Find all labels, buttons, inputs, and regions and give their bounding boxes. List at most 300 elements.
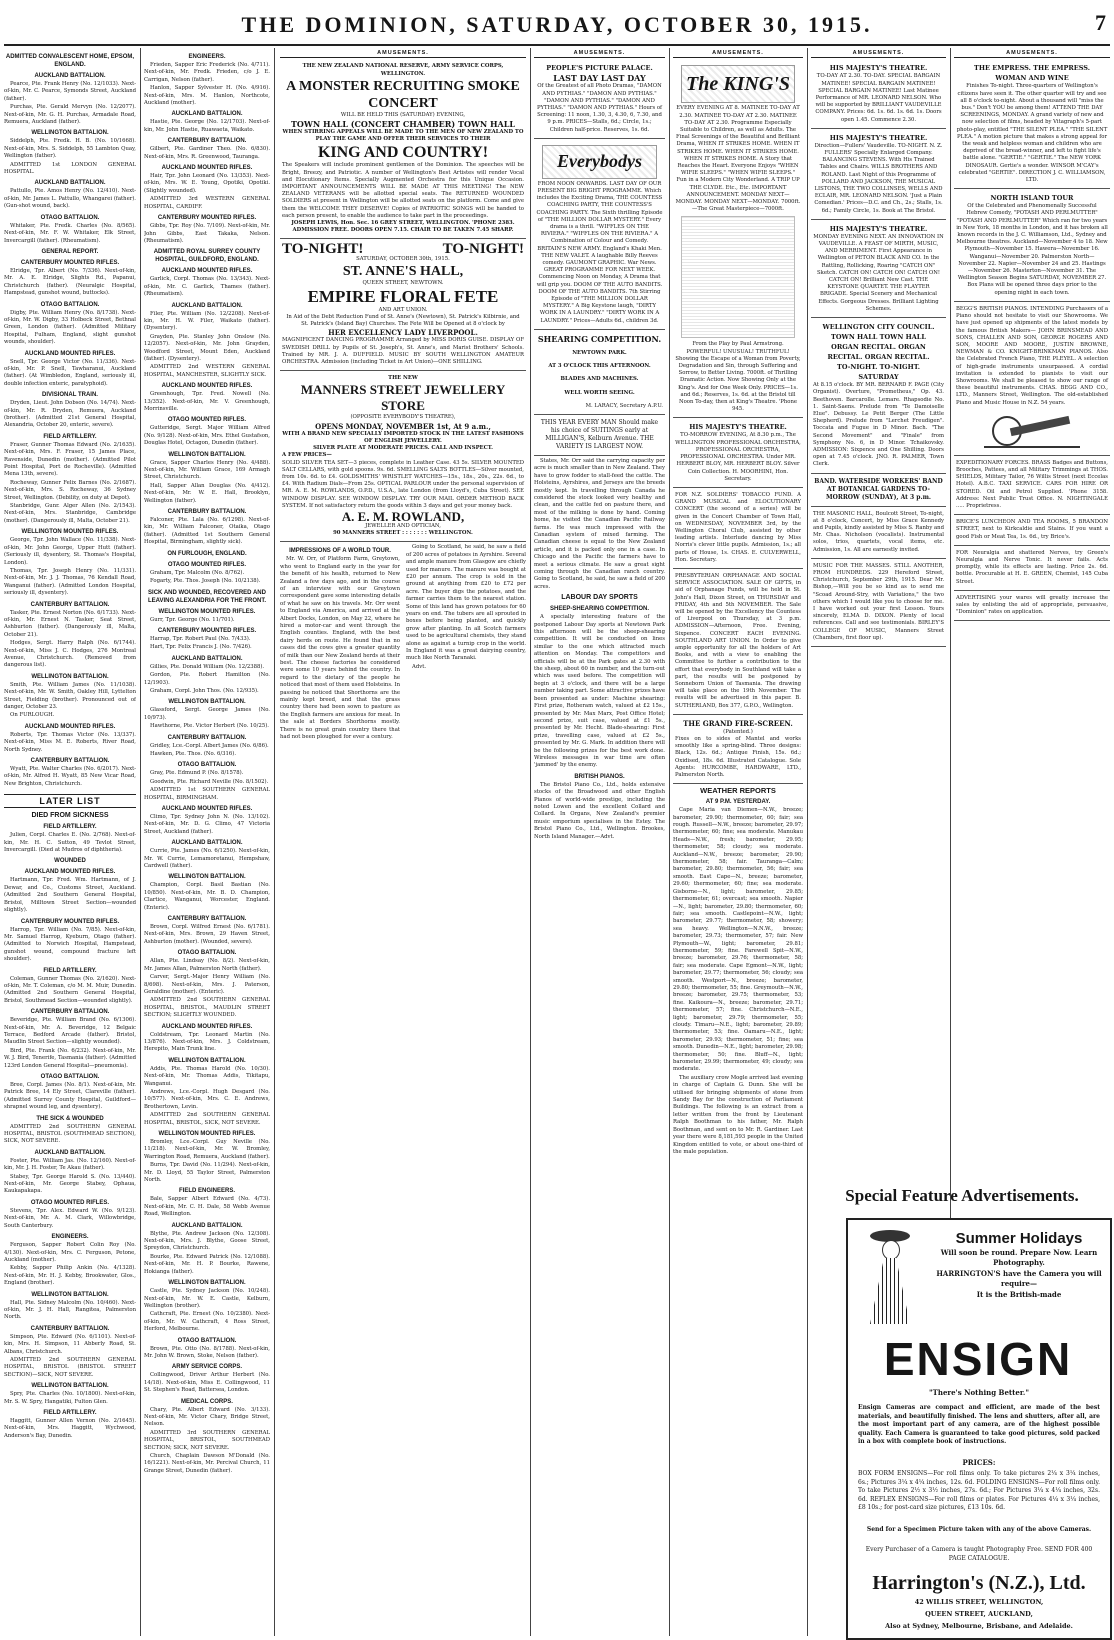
milligans-ad xyxy=(534,417,665,456)
casualty-entry: Andrews, Lce.-Corpl. Hugh Desgard (No. 10/577). Next-of-kin, Mrs. C. E. Andrews, Brothertown, Levin. xyxy=(144,1088,270,1110)
unit-heading: AUCKLAND BATTALION. xyxy=(34,180,106,187)
unit-heading: FIELD ARTILLERY. xyxy=(43,824,97,831)
ad-body: MAGNIFICENT DANCING PROGRAMME Arranged by MISS DORIS GUISE. DISPLAY OF SWEDISH DRILL by Pupils of St. Joseph's, St. Anne's, and Marist Brothers' Schools. Trained by MR. J. A. DUFFIELD. MUSIC BY SOUTH WELLINGTON AMATEUR ORCHESTRA. Admission (including Ticket in Art Union)—ONE SHILLING. xyxy=(282,337,524,366)
ad-title: HIS MAJESTY'S THEATRE. xyxy=(829,224,928,233)
casualty-entry: Carver, Sergt.-Major Henry William (No. 8/698). Next-of-kin, Mrs. J. Paterson, Geraldine (mother). (Enteric). xyxy=(144,974,270,995)
unit-heading: OTAGO MOUNTED RIFLES. xyxy=(167,561,247,568)
ad-body: From the Play by Paul Armstrong. POWERFUL! UNUSUAL! TRUTHFUL! Showing the Escape of a Woman from Poverty, Degradation and Sin, through Suffering and Sorrow, to Better Living. 7000ft. of Thrilling Dramatic Action. Now Showing Only at the King's. And for One Week Only. PRICES—1s. and 6d.; Reserves, 1s. 6d. at the Bristol till Noon To-day, then at King's Theatre. 'Phone 945. xyxy=(675,341,801,413)
unit-heading: FIELD ENGINEERS. xyxy=(178,1188,235,1195)
unit-heading: AUCKLAND MOUNTED RIFLES. xyxy=(161,383,253,390)
casualty-column-1 xyxy=(4,50,136,1636)
column-rule xyxy=(669,48,670,1636)
casualty-entry: Roberts, Tpr. Thomas Victor (No. 13/337). Next-of-kin, Miss M. E. Roberts, River Road, North Sydney. xyxy=(4,731,136,753)
unit-heading: WELLINGTON BATTALION. xyxy=(31,1291,109,1298)
ad-body: EVERY EVENING AT 8. MATINEE TO-DAY AT 2.30. MATINEE TO-DAY AT 2.30. MATINEE TO-DAY AT 2.30. Programme Especially Suitable to Children, as well as Adults. The Final Screenings of the Beautiful and Brilliant Drama, WHEN IT STRIKES HOME. WHEN IT STRIKES HOME. WHEN IT STRIKES HOME. WHEN IT STRIKES HOME. A Story that Reaches the Heart. Everyone Enjoys "WHEN WIFIE SLEEPS." "WHEN WIFIE SLEEPS." Fun in a Modern City Wonderland. A TRIP UP THE CLYDE. Etc., Etc. IMPORTANT ANNOUNCEMENT. MONDAY NEXT—MONDAY. MONDAY NEXT—MONDAY. 7000ft.—The Great Masterpiece—7000ft. xyxy=(675,105,801,213)
casualty-entry: Graham, Corpl. John Thos. (No. 12/935). xyxy=(150,687,259,694)
farmer-article xyxy=(280,544,526,742)
casualty-entry: Addis, Pte. Thomas Harold (No. 10/30). Next-of-kin, Mr. Thomas Addis, Tikitapu, Wanganui. xyxy=(144,1065,270,1087)
casualty-entry: Rocheway, Gunner Felix Barnes (No. 2/1687). Next-of-kin, Mrs. S. Rocheway, 36 Sydney Street, Wellington. (Debility, on duty at Depot). xyxy=(4,479,136,501)
ad-body: Of the Celebrated and Phenomenally Successful Hebrew Comedy, "POTASH AND PERLMUTTER" "POTASH AND PERLMUTTER" Which ran for two years in New York, 18 months in London, and it has broken all known records in the J. C. Williamson, Ltd., Sydney and Melbourne theatres. Auckland—November 4 to 18. New Plymouth—November 15. Hawera—November 16. Wanganui—November 20. Palmerston North—November 22. Napier—November 24 and 25. Hastings—November 26. Masterton—November 31. The Wellington Season Begins SATURDAY, NOVEMBER 27. Box Plans will be opened three days prior to the opening night in each town. xyxy=(956,203,1108,296)
unit-heading: AUCKLAND MOUNTED RIFLES. xyxy=(161,165,253,172)
shearing-competition-ad xyxy=(534,332,665,415)
casualty-entry: Pattullo, Pte. Amos Henry (No. 12/410). Next-of-kin, Mr. James L. Pattullo, Whangarei (father). (Gun-shot wound, back). xyxy=(4,188,136,210)
article-body: Going to Scotland, he said, he saw a field of 200 acres of potatoes in Ayrshire. Several and ample manure from Glasgow are chiefly used for manure. The manure was bought at £20 per annum. The crop is sold in the ground at anything from £20 to £72 per acre. The buyer digs the potatoes, and the farmer carries them to the nearest station. Some of this land has grown potatoes for 60 years on end. The tubers are all sprouted in boxes before being planted, and quickly grow after planting. In all Scotch farmers used to be agricultural chemists, they stand alone as against a turnip crop in the world. In England it was a great dairying country, much like North Taranaki. xyxy=(406,544,526,662)
casualty-entry: Smith, Pte. William James (No. 11/1038). Next-of-kin, Mr. W. Smith, Oakley Hill, Lyttelton Street, Fielding (brother). Pronounced out of danger, October 23. xyxy=(4,681,136,710)
waterside-band-ad xyxy=(811,476,946,507)
casualty-entry: Chary, Pte. Albert Edward (No. 3/133). Next-of-kin, Mr. Victor Chary, Bridge Street, Nelson. xyxy=(144,1406,270,1428)
sheep-shearing-heading: SHEEP-SHEARING COMPETITION. xyxy=(549,606,649,613)
article-left xyxy=(280,544,400,742)
prices-body: BOX FORM ENSIGNS—For roll films only. To take pictures 2¼ x 3¼ inches, 6s.; Pictures 3¼ x 4¼ inches, 12s. 6d. FOLDING ENSIGNS—For roll films only. To take Pictures 2½ x 3½ inches, 27s. 6d.; For Pictures 3¼ x 4¼ inches, 32s. 6d. REFLEX ENSIGNS—For roll films or plates. For Pictures 4¼ x 3¼ inches, £8 10s.; for post-card size pictures, £13 10s. 6d. xyxy=(858,1470,1100,1512)
ad-title: A MONSTER RECRUITING SMOKE CONCERT xyxy=(286,78,520,111)
ad-line: WILL BE HELD THIS (SATURDAY) EVENING, xyxy=(340,111,466,118)
unit-heading: AUCKLAND BATTALION. xyxy=(171,840,243,847)
casualty-entry: George, Tpr. John Wallace (No. 11/338). Next-of-kin, Mr. John George, Upper Hutt (father). (Seriously ill, dysentery, St. Thomas's Hospital, London). xyxy=(4,537,136,566)
everybodys-logo: Everybodys xyxy=(542,145,657,179)
unit-heading: OTAGO MOUNTED RIFLES. xyxy=(30,1199,110,1206)
kings-theatre-ad xyxy=(673,61,803,418)
casualty-entry: Simpson, Pte. Edward (No. 6/1101). Next-of-kin, Mrs. H. Simpson, 11 Abberly Road, St. Albans, Christchurch. xyxy=(4,1333,136,1355)
ad-body: SOLID SILVER TEA SET—3 pieces, complete in Leather Case. 43 5s. SILVER MOUNTED SALT CELLARS, with gold spoons. 9s. 6d. SMELLING SALTS BOTTLES—Silver mounted, from 10s. 6d. to £4. GOLDSMITHS' WRISTLET WATCHES—15s., 18s., 20s., 22s. 6d., to £4. With Radium Dials—From 25s. OPTICAL PARLOUR under the personal supervision of MR. A. E. M. ROWLANDS, O.P.D., U.S.A., late London (from Lloyd's, Cuba Street). SEE WINDOW DISPLAY. SEE WINDOW DISPLAY. TRY OUR MAIL ORDER METHOD BACK SYSTEM. If not satisfactory return the goods within 3 days and get your money back. xyxy=(282,459,524,509)
casualty-entry: ADMITTED 1st SOUTHERN GENERAL HOSPITAL, BIRMINGHAM. xyxy=(144,787,270,801)
ad-body: MONDAY EVENING NEXT. AN INNOVATION IN VAUDEVILLE. A FEAST OF MIRTH, MUSIC, AND MERRIMENT. First Appearance in Wellington of PETON BLACK AND CO. In the Rattling, Rollicking, Roaring "CATCH ON" Sketch. CATCH ON! CATCH ON! CATCH ON! CATCH ON! Brilliant New Cast. THE KEYSTONE QUARTET. THE FLAYTER BRIGADE. Special Scenery and Mechanical Effects. Gorgeous Dresses. Brilliant Lighting Schemes. xyxy=(813,233,944,312)
unit-heading: WELLINGTON BATTALION. xyxy=(168,699,246,706)
his-majestys-orchestra-ad xyxy=(673,420,803,487)
later-list-heading: LATER LIST xyxy=(4,794,136,808)
smoke-concert-ad xyxy=(280,61,526,239)
casualty-entry: Burns, Tpr. David (No. 11/294). Next-of-kin, Mr. D. Lloyd, 55 Taylor Street, Palmerston North. xyxy=(144,1162,270,1184)
casualty-entry: ADMITTED 3rd SOUTHERN GENERAL HOSPITAL, BRISTOL, SOUTHMEAD SECTION; SICK, NOT SEVERE. xyxy=(144,1429,270,1451)
casualty-entry: Climo, Tpr. Sydney John N. (No. 13/102). Next-of-kin, Mr. D. G. Climo, 47 Victoria Street, Auckland (father). xyxy=(144,814,270,835)
unit-heading: CANTERBURY BATTALION. xyxy=(167,138,247,145)
ad-line: A FEW PRICES— xyxy=(282,452,332,459)
ad-title: SHEARING COMPETITION. xyxy=(537,333,662,344)
ad-line: It is the British-made xyxy=(976,1290,1062,1299)
beggs-pianos-ad xyxy=(954,304,1110,456)
ad-body: At 8.15 o'clock. BY MR. BERNARD F. PAGE (City Organist). Overture, "Prometheus," Op. 43. Beethoven. Barcarolle. Lemare. Rhapsodie No. 1. Saint-Saens. Prelude from "Te Damoiselle Elue". Debussy. Le Petit Berger (The Little Shepherd). Prelude from "Lerchet Freudigen". Toccata and Fugue in D Minor. Bach. "The Second Movement" and "Finale" from Symphony No. 6, in D Minor. Tchaikovsky. ADMISSION: Sixpence and One Shilling. Doors open at 7.45 o'clock. JNO. R. PALMER, Town Clerk. xyxy=(813,382,944,468)
ad-venue: TOWN HALL TOWN HALL xyxy=(831,333,926,342)
unit-heading: WELLINGTON MOUNTED RIFLES. xyxy=(158,608,256,615)
casualty-entry: ADMITTED 2nd SOUTHERN GENERAL HOSPITAL, BRISTOL, SICK, NOT SEVERE. xyxy=(144,1112,270,1126)
unit-heading: CANTERBURY BATTALION. xyxy=(167,734,247,741)
ad-slogan: KING AND COUNTRY! xyxy=(317,144,489,162)
ad-title: PEOPLE'S PICTURE PALACE. xyxy=(546,64,653,73)
labour-day-body: A specially interesting feature of the postponed Labour Day sports at Newtown Park this afternoon will be the sheep-shearing competition. It will be conducted on lines similar to the one which attracted much attention on Monday. The competitors and officials will be at the Park gates at 2.30 with the sheep, about 60 in number, and the turn-out which was used before. The competition will begin at 3 o'clock, and there will be a large number taking part. Some attractive prizes have been presented as under: Machine shearing: First prize, Rotheram watch, valued at £2 15s., presented by Mr. Max Marx, Post Office Hotel; second prize, suit case, valued at £1 5s., presented by Mr. Hecht. Blade-shearing: First prize, travelling case, valued at £2 5s., presented by Mr. G. Mark. In addition there will be the following prizes for the best work done. Wireless messages in war time are often 'jammed' by the enemy. xyxy=(534,614,665,769)
casualty-entry: Greenhough, Tpr. Fred. Nowell (No. 13/352). Next-of-kin, Mr. V. Greenhough, Morrinsville. xyxy=(144,391,270,412)
ad-line: WOMAN AND WINE xyxy=(995,74,1069,83)
casualty-entry: Hawthorne, Pte. Victor Herbert (No. 10/25). xyxy=(150,723,269,730)
casualty-entry: Currie, Pte. James (No. 6/1250). Next-of-kin, Mr. W. Currie, Lemamoretanui, Hempshaw, Cardwell (father). xyxy=(144,848,270,870)
casualty-entry: Coleman, Gunner Thomas (No. 2/1620). Next-of-kin, Mr. T. Coleman, c/o M. M. Muir, Dunedin. (Admitted 2nd Southern General Hospital, Bristol, Southmead Section—wounded slightly). xyxy=(4,975,136,1004)
casualty-entry: Hall, Pte. Sidney Malcolm (No. 10/460). Next-of-kin, Mr. J. H. Hall, Rangitea, Palmerston North. xyxy=(4,1299,136,1321)
casualty-entry: Hodges, Sergt. Harry Ralph (No. 6/1744). Next-of-kin, Miss J. C. Hodges, 276 Montreal Avenue, Christchurch. (Removed from dangerous list). xyxy=(4,640,136,669)
ad-title: EMPIRE FLORAL FETE xyxy=(307,286,499,306)
casualty-entry: Frieden, Sapper Eric Frederick (No. 4/711). Next-of-kin, Mr. Fredk. Frieden, c/o J. E. Carrigan, Nelson (father). xyxy=(144,62,270,83)
casualty-entry: Gordon, Pte. Robert Hamilton (No. 12/1903). xyxy=(144,672,270,686)
organ-recital-ad xyxy=(811,320,946,473)
ad-line: SATURDAY xyxy=(858,373,899,382)
casualty-entry: ADMITTED 2nd WESTERN GENERAL HOSPITAL, MANCHESTER, SLIGHTLY SICK. xyxy=(144,364,270,378)
weather-subheading: AT 9 P.M. YESTERDAY. xyxy=(705,799,771,806)
amusements-column-6 xyxy=(811,50,946,1214)
address-line: QUEEN STREET, AUCKLAND, xyxy=(925,1610,1033,1618)
unit-heading: AUCKLAND BATTALION. xyxy=(171,655,243,662)
unit-heading: FIELD ARTILLERY. xyxy=(43,1410,97,1416)
unit-heading: WELLINGTON MOUNTED RIFLES. xyxy=(21,529,119,536)
ad-line: ORGAN RECITAL. ORGAN RECITAL. ORGAN RECITAL. xyxy=(827,343,930,362)
unit-heading: AUCKLAND BATTALION. xyxy=(34,1149,106,1156)
unit-heading: OTAGO BATTALION. xyxy=(177,1337,237,1344)
amusements-tag: AMUSEMENTS. xyxy=(811,50,946,58)
unit-heading: FIELD ARTILLERY. xyxy=(43,433,97,440)
ad-heading: THE NEW xyxy=(388,375,418,382)
article-continued: States, Mr. Orr said the carrying capacity per acre is much smaller than in New Zealand. They have to grow fodder to stall-feed the cattle. The Holsteins, Ayrshires, and Jerseys are the breeds mostly kept. In travelling through Canada he considered the stock looked very healthy and clean, and the cattle fed on pasture there, and most of the milking is done by hand. Coming home, he visited the Canadian Pacific Railway farms. He was much impressed with the Canadian system of mixed farming. The Canadian cheese is equal to the New Zealand article, and it is packed only one in a case. In Chicago and the Pacific the farmers have to meet a serious climate. He saw a great sight coming through the Canadian ranch country. Going to Scotland, he said, he saw a field of 200 acres. xyxy=(534,457,665,590)
unit-heading: AUCKLAND BATTALION. xyxy=(171,302,243,309)
casualty-entry: Gillies, Pte. Donald William (No. 12/2388). xyxy=(150,663,265,670)
kings-logo: The KING'S xyxy=(681,65,795,103)
unit-heading: ON FURLOUGH, ENGLAND. xyxy=(167,550,247,557)
labour-day-heading: LABOUR DAY SPORTS xyxy=(561,594,638,602)
casualty-entry: Hanlon, Sapper Sylvester H. (No. 4/916). Next-of-kin, Mrs. M. Hanlon, Northcote, Auckland (mother). xyxy=(144,85,270,107)
amusements-tag: AMUSEMENTS. xyxy=(954,50,1110,58)
casualty-entry: Graham, Tpr. Malcolm (No. 8/762). xyxy=(150,569,245,576)
unit-heading: CANTERBURY MOUNTED RIFLES. xyxy=(20,259,120,266)
harringtons-name: Harrington's (N.Z.), Ltd. xyxy=(872,1572,1086,1594)
ad-admission: ADMISSION FREE. DOORS OPEN 7.15. CHAIR TO BE TAKEN 7.45 SHARP. xyxy=(292,227,514,234)
casualty-entry: Bird, Pte. Frank (No. 6/232). Next-of-kin, Mr. W. J. Bird, Tenerife, Tasmania (father). (Admitted 123rd London General Hospital—pneumonia). xyxy=(4,1047,136,1069)
casualty-entry: Hawken, Pte. Thos. (No. 6/316). xyxy=(150,750,237,757)
address-line: 42 WILLIS STREET, WELLINGTON, xyxy=(914,1598,1044,1606)
everybodys-theatre-ad xyxy=(534,141,665,330)
casualty-entry: Kebby, Sapper Philip Ankin (No. 4/1328). Next-of-kin, Mr. H. J. Kebby, Brookwater, Glos., England (brother). xyxy=(4,1265,136,1287)
ad-title: MANNERS STREET JEWELLERY STORE xyxy=(300,382,506,414)
catalogue-line: Every Purchaser of a Camera is taught Photography Free. SEND FOR 400 PAGE CATALOGUE. xyxy=(865,1546,1093,1562)
column-rule xyxy=(140,48,141,1636)
unit-heading: ADMITTED CONVALESCENT HOME, EPSOM, ENGLAND. xyxy=(5,54,135,68)
casualty-entry: Siddelph, Pte. Fredk. H. B. (No. 10/1668). Next-of-kin, Mrs. S. Siddelph, 55 Lambton Quay, Wellington (father). xyxy=(4,138,136,160)
ad-heading: THE NEW ZEALAND NATIONAL RESERVE, ARMY SERVICE CORPS, WELLINGTON. xyxy=(302,63,504,77)
casualty-entry: Hart, Tpr. Felix Francis J. (No. 7/426). xyxy=(150,644,252,651)
ad-title: THE GRAND FIRE-SCREEN. xyxy=(683,718,793,728)
casualty-entry: ADMITTED 2nd SOUTHERN GENERAL HOSPITAL, BRISTOL (SOUTHMEAD SECTION), SICK, NOT SEVERE. xyxy=(4,1123,136,1145)
casualty-entry: Elridge, Tpr. Albert (No. 7/336). Next-of-kin, Mr. A. E. Elridge, Slights Rd., Papanui, Christchurch (father). (Neuralgic Hospital, Hampstead, gunshot wound, buttocks). xyxy=(4,267,136,297)
ad-name: A. E. M. ROWLAND, xyxy=(341,508,465,524)
prices-heading: PRICES: xyxy=(962,1458,996,1467)
casualty-entry: Snell, Tpr. George Victor (No. 11/336). Next-of-kin, Mr. P. Snell, Tawharanui, Auckland (father). (At Wimbledon, England, seriously ill, double infection enteric, paratyphoid). xyxy=(4,358,136,387)
casualty-entry: ADMITTED 2nd SOUTHERN GENERAL HOSPITAL, BRISTOL, MAUDLIN STREET SECTION; SLIGHTLY WOUNDED. xyxy=(144,997,270,1019)
masonic-hall-ad xyxy=(811,509,946,559)
unit-heading: CANTERBURY BATTALION. xyxy=(30,1009,110,1016)
unit-heading: WELLINGTON BATTALION. xyxy=(168,451,246,458)
ad-body: FOR Neuralgia and shattered Nerves, try Green's Neuralgia and Nerve Tonic. It never fails. Acts promptly, while its effects are lasting. Price 2s. 6d. bottle. Procurable at H. E. GREEN, Chemist, 145 Cuba Street. xyxy=(956,549,1108,585)
ad-body: BAND. WATERSIDE WORKERS' BAND AT BOTANICAL GARDENS TO-MORROW (SUNDAY), At 3 p.m. xyxy=(814,477,943,501)
empress-theatre-ad xyxy=(954,61,1110,189)
casualty-entry: Digby, Pte. William Henry (No. 8/1738). Next-of-kin, Mr. W. Digby, 33 Holbeck Street, Bethnal Green, London (father). (Admitted Military Hospital, Fulham, England, slight gunshot wounds, shoulder). xyxy=(4,309,136,346)
casualty-entry: Gray, Pte. Edmund P. (No. 8/1578). xyxy=(150,770,244,777)
unit-heading: WOUNDED xyxy=(54,858,86,865)
unit-heading: CANTERBURY MOUNTED RIFLES. xyxy=(20,918,120,925)
unit-heading: AUCKLAND MOUNTED RIFLES. xyxy=(24,350,116,357)
casualty-entry: Gilbert, Pte. Gardiner Theo. (No. 6/830). Next-of-kin, Mrs. R. Greenwood, Tauranga. xyxy=(144,146,270,160)
casualty-entry: Wyatt, Pte. Walter Charles (No. 6/2017). Next-of-kin, Mr. Alfred H. Wyatt, 85 New Vicar Road, New Brighton, Christchurch. xyxy=(4,766,136,787)
amusements-tag: AMUSEMENTS. xyxy=(673,50,803,58)
ad-body: BEGG'S BRITISH PIANOS. INTENDING Purchasers of a Piano should not hesitate to visit our Showrooms. We have just opened up shipments of the latest models by the famous British Makers— JOHN BRINSMEAD AND SONS, CHALLEN AND SON, GEORGE ROGERS AND SON, MOORE AND MOORE, JUSTIN BROWNE, NEWMAN & CO. KNIGHT-BRINKMAN PIANOS. Also the Celebrated French Piano, THE PLEYEL. A selection of high-grade instruments unsurpassed. A cordial invitation is extended to pianists to visit our Showrooms. We shall be pleased to show our range of these beautiful instruments. CHAS. BEGG AND CO., LTD., Manners Street, Wellington. The old-established Piano and Music House in N.Z. 54 years. xyxy=(956,305,1108,406)
casualty-entry: Grace, Sapper Charles Henry (No. 4/488). Next-of-kin, Mr. William Grace, 169 Armagh Street, Christchurch. xyxy=(144,459,270,481)
unit-heading: WELLINGTON BATTALION. xyxy=(31,673,109,680)
ad-line: SILVER PLATE AT MODERATE PRICES. CALL AND INSPECT. xyxy=(313,445,493,452)
casualty-entry: Purchas, Pte. Gerald Mervyn (No. 12/2077). Next-of-kin, Mr. G. H. Purchas, Armadale Road, Remuera, Auckland (father). xyxy=(4,104,136,126)
article-right xyxy=(406,544,526,742)
ad-signature: JOSEPH LEWIS, Hon. Sec. 16 GREY STREET, WELLINGTON. 'PHONE 2383. xyxy=(291,220,515,227)
special-feature-heading: Special Feature Advertisements. xyxy=(845,1186,1079,1205)
ad-body: EXPEDITIONARY FORCES. BRASS Badges and Buttons, Brooches, Pattees, and all Military Trimmings at THOS. SHIELDS, Military Tailor, 76 Willis Street (next Eccelas Hotel). A.B.C. TAXI SERVICE. CARS FOR HIRE OR STORED. Oil and Petrol Supplied. 'Phone 3158. Address: Next Public Trust Office. N. NIGHTINGALE ..... Proprietress. xyxy=(956,459,1108,509)
ad-header-row xyxy=(282,243,524,256)
kings-illustration xyxy=(681,216,795,338)
newspaper-title: THE DOMINION, SATURDAY, OCTOBER 30, 1915. xyxy=(241,12,873,37)
ad-line: WITH A BRAND NEW SPECIALLY IMPORTED STOCK IN THE LATEST FASHIONS OF ENGLISH JEWELLERY. xyxy=(282,430,524,444)
casualty-entry: Gibbs, Tpr. Roy (No. 7/109). Next-of-kin, Mr. John Gibbs, East Takaka, Nelson. (Rheumatism). xyxy=(144,223,270,244)
ad-body: TO-DAY AT 2.30. TO-DAY. SPECIAL BARGAIN MATINEE! SPECIAL BARGAIN MATINEE! SPECIAL BARGAIN MATINEE! Last Matinee Performance of MR. LEONARD NELSON. Who will be supported by BRILLIANT VAUDEVILLE COMPANY. Prices: 6d. 1s. 6d. 1s. 6d. 1s. Doors open 1.45. Commence 2.30. xyxy=(815,73,942,123)
casualty-entry: Grayden, Pte. Stanley John Onslow (No. 12/2057). Next-of-kin, Mr. John Grayden, Woodford Street, Mount Eden, Auckland (father). (Dysentery). xyxy=(144,333,270,362)
casualty-entry: Hartmann, Tpr. Fred. Wm. Hartmann, of J. Dewar, and Co., Customs Street, Auckland. (Admitted 2nd Southern General Hospital, Bristol, Milltown Street Section—wounded slightly). xyxy=(4,877,136,914)
ad-title: HIS MAJESTY'S THEATRE. xyxy=(689,423,787,432)
ad-body: THE MASONIC HALL, Boulcott Street, To-night, at 8 o'clock, Concert, by Miss Grace Kennedy and Pupils, kindly assisted by Miss S. Ranby and Mr. Chas. Nicholson (vocalists). Instrumental solos, trios, quartets, vocal items, etc. Admission, 1s. All are earnestly invited. xyxy=(813,510,944,553)
ad-body: In Aid of the Debt Reduction Fund of St. Anne's (Newtown), St. Patrick's Kilbirnie, and St. Patrick's (Island Bay) Churches. The Fete Will be Opened at 8 o'clock by xyxy=(286,314,520,328)
casualty-entry: Brown, Pte. Otto (No. 8/1788). Next-of-kin, Mr. John W. Brown, Stoke, Nelson (father). xyxy=(144,1345,270,1359)
weather-heading: WEATHER REPORTS xyxy=(700,786,776,796)
unit-heading: AUCKLAND BATTALION. xyxy=(34,73,106,79)
casualty-entry: On FURLOUGH. xyxy=(10,712,55,719)
casualty-column-2 xyxy=(144,50,270,1636)
article-title: IMPRESSIONS OF A WORLD TOUR. xyxy=(289,548,391,555)
article-sign: Advt. xyxy=(412,663,427,670)
unit-heading: AUCKLAND MOUNTED RIFLES. xyxy=(161,268,253,275)
casualty-entry: Stabey, Tpr. George Harold S. (No. 13/440). Next-of-kin, Mr. George Stabey, Ophaua, Kaukapakapa. xyxy=(4,1173,136,1195)
casualty-entry: Falconer, Pte. Lala (No. 6/1298). Next-of-kin, Mr. William Falconer, Otaika, Otago (father). (Admitted 1st Southern General Hospital, Birmingham, slightly sick). xyxy=(144,517,270,546)
ad-venue: TOWN HALL (CONCERT CHAMBER) TOWN HALL xyxy=(290,119,516,130)
unit-heading: CANTERBURY BATTALION. xyxy=(30,758,110,765)
casualty-entry: Pearce, Pte. Frank Henry (No. 12/1033). Next-of-kin, Mr. C. Pearce, Symonds Street, Auckland (father). xyxy=(4,81,136,102)
unit-heading: MEDICAL CORPS. xyxy=(181,1398,233,1405)
unit-heading: AUCKLAND MOUNTED RIFLES. xyxy=(161,806,253,812)
ad-line: WHEN STIRRING APPEALS WILL BE MADE TO THE MEN OF NEW ZEALAND TO PLAY THE GAME AND OFFER THEIR SERVICES TO THEIR xyxy=(282,129,524,143)
ad-line: HARRINGTON'S have the Camera you will require— xyxy=(936,1269,1102,1288)
casualty-entry: Allan, Pte. Lindsay (No. 8/2). Next-of-kin, Mr. James Allan, Palmerston North (father). xyxy=(144,958,270,972)
ad-body: THIS YEAR EVERY MAN Should make his choice of SUITINGS early at MILLIGAN'S, Kelburn Avenue. THE VARIETY IS LARGEST NOW. xyxy=(540,418,659,450)
casualty-entry: Gurr, Tpr. George (No. 11/701). xyxy=(150,616,235,623)
ad-body: FROM NOON ONWARDS. LAST DAY OF OUR PRESENT BIG BRIGHT PROGRAMME. Which includes the Exciting Drama, THE COUNTESS COACHING PARTY, THE COUNTESS'S COACHING PARTY. The Sixth thrilling Episode of "THE MILLION DOLLAR MYSTERY." Every drama is a thrill. "WIFFLES ON THE RIVIERA." "WIFFLES ON THE RIVIERA." A Combination of Colour and Comedy. BRITAIN'S NEW ARMY. England's Khaki Men. THE NEW VALET. A laughable Billy Reeves comedy. GAUMONT GRAPHIC. War News. GREAT PROGRAMME FOR NEXT WEEK. Commencing Noon on Monday, A Drama that will grip you. DOOM OF THE AUTO BANDITS. DOOM OF THE AUTO BANDITS. 7th Stirring Episode of "THE MILLION DOLLAR MYSTERY." A Big Keystone laugh, "DIRTY WORK IN A LAUNDRY." "DIRTY WORK IN A LAUNDRY." Prices—Adults 6d., children 3d. xyxy=(536,180,663,324)
ensign-motto: "There's Nothing Better." xyxy=(929,1388,1029,1397)
amusements-column-4 xyxy=(534,50,665,1636)
ad-body: BRICE'S LUNCHEON AND TEA ROOMS, 5 BRANDON STREET, next to Kirkcaldie and Stains. If you want a good Fish or Meat Tea, 1s. 6d., try Brice's. xyxy=(956,519,1108,540)
ad-line: NEWTOWN PARK. xyxy=(572,349,627,356)
casualty-entry: Tasker, Pte. Ernest Norton (No. 6/1733). Next-of-kin, Mr. Ernest N. Tasker, Seat Street, Ashburton (father). (Dangerously ill, Malta, October 21). xyxy=(4,609,136,638)
unit-heading: CANTERBURY MOUNTED RIFLES. xyxy=(157,215,257,222)
column-rule xyxy=(274,48,275,1636)
casualty-entry: ADMITTED 1st LONDON GENERAL HOSPITAL. xyxy=(4,161,136,176)
cannon-illustration xyxy=(984,410,1080,448)
casualty-entry: Coldstream, Tpr. Leonard Martin (No. 13/876). Next-of-kin, Mrs. J. Coldstream, Herepito, Main Trunk line. xyxy=(144,1031,270,1053)
unit-heading: ARMY SERVICE CORPS. xyxy=(171,1364,243,1371)
ad-line: BLADES AND MACHINES. xyxy=(560,376,639,383)
casualty-entry: Foster, Pte. William Jas. (No. 12/160). Next-of-kin, Mr. J. H. Foster, Te Akau (father). xyxy=(4,1157,136,1172)
ad-signature: M. LARACY, Secretary A.P.U. xyxy=(585,402,663,409)
woman-illustration xyxy=(856,1228,926,1328)
casualty-entry: Beveridge, Pte. William Brand (No. 6/1306). Next-of-kin, Mr. A. Beveridge, 12 Belgaic Terrace, Bedford Arcade (father). Bristol, Maudlin Street Section—slightly wounded). xyxy=(4,1017,136,1046)
floral-fete-ad xyxy=(280,241,526,371)
ad-title: HIS MAJESTY'S THEATRE. xyxy=(829,64,928,73)
casualty-entry: ADMITTED 3rd WESTERN GENERAL HOSPITAL, CARDIFF. xyxy=(144,196,270,210)
unit-heading: WELLINGTON BATTALION. xyxy=(168,874,246,881)
casualty-entry: Bree, Corpl. James (No. 8/1). Next-of-kin, Mr. Patrick Bree, 14 Ely Street, Clareville (father). (Admitted Surrey County Hospital, Guildford—shrapnel wound leg, and dysentery). xyxy=(4,1082,136,1111)
casualty-entry: Stanbridge, Gunr. Alger Allen (No. 2/1543). Next-of-kin, Mrs. Stanbridge, Cambridge (mother). (Dangerously ill, Malta, October 21). xyxy=(4,503,136,524)
ad-line: WELL WORTH SEEING. xyxy=(564,389,635,396)
brices-tea-rooms-ad xyxy=(954,517,1110,546)
casualty-entry: Harrap, Tpr. Robert Paul (No. 7/433). xyxy=(150,635,251,642)
ad-date: SATURDAY, OCTOBER 30th, 1915. xyxy=(356,256,450,263)
casualty-entry: Thomas, Tpr. Joseph Henry (No. 11/331). Next-of-kin, Mr. J. J. Thomas, 76 Kendall Road, Wanganui (father). (Admitted London Hospital, seriously ill, dysentery). xyxy=(4,567,136,597)
casualty-entry: Whitaker, Pte. Fredk. Charles (No. 8/565). Next-of-kin, Mr. F. W. Whitaker, Elk Street, Invercargill (father). (Rheumatism). xyxy=(4,222,136,244)
ensign-camera-ad xyxy=(846,1218,1112,1640)
peoples-picture-palace-ad xyxy=(534,61,665,138)
send-specimen: Send for a Specimen Picture taken with any of the above Cameras. xyxy=(866,1526,1092,1533)
casualty-entry: Stevens, Tpr. Alex. Edward W. (No. 9/123). Next-of-kin, Mr. A. M. Clark, Willowbridge, South Canterbury. xyxy=(4,1207,136,1229)
casualty-entry: Goodwin, Pte. Richard Neville (No. 8/1502). xyxy=(150,778,269,785)
casualty-entry: Collingwood, Driver Arthur Herbert (No. 14/18). Next-of-kin, Miss E. Collingwood, 11 St. Stephen's Road, Battersea, London. xyxy=(144,1372,270,1394)
amusements-column-3 xyxy=(280,50,526,1636)
unit-heading: WELLINGTON BATTALION. xyxy=(31,1383,109,1390)
unit-heading: OTAGO BATTALION. xyxy=(177,950,237,957)
ad-title: WELLINGTON CITY COUNCIL. xyxy=(822,323,935,332)
ad-line: AT 3 O'CLOCK THIS AFTERNOON. xyxy=(548,363,651,370)
casualty-entry: Garlick, Corpl. Thomas (No. 13/343). Next-of-kin, Mr. C. Garlick, Thames (father). (Rheumatism). xyxy=(144,276,270,298)
jewellery-store-ad xyxy=(280,373,526,542)
ad-line: LAST DAY LAST DAY xyxy=(553,73,646,84)
tonight-label: TO-NIGHT! xyxy=(282,241,364,258)
column-rule xyxy=(807,48,808,1636)
casualty-entry: Gutteridge, Sergt. Major William Alfred (No. 9/128). Next-of-kin, Mrs. Ethel Gustafson, Douglas Hotel, Octagon, Dunedin (father). xyxy=(144,425,270,447)
unit-heading: CANTERBURY BATTALION. xyxy=(167,916,247,923)
his-majestys-monday-ad xyxy=(811,222,946,318)
unit-heading: CANTERBURY BATTALION. xyxy=(167,509,247,516)
casualty-entry: Fraser, Gunner Thomas Edward (No. 2/1635). Next-of-kin, Mrs. F. Fraser, 15 James Place, Ravenside, Dunedin (mother). (Admitted Pilot Point Hospital, Port de Rocheville). (Admitted Mena 13th, severe). xyxy=(4,441,136,478)
casualty-entry: Champion, Corpl. Basil Bastian (No. 10/850). Next-of-kin, Mr. B. D. Champion, Clartice, Wanganui, Worcester, England. (Enteric). xyxy=(144,882,270,911)
summer-holidays-heading: Summer Holidays xyxy=(955,1230,1083,1247)
ad-body: Of the Greatest of all Photo Dramas, "DAMON AND PYTHIAS." "DAMON AND PYTHIAS." "DAMON AND PYTHIAS." "DAMON AND PYTHIAS." "DAMON AND PYTHIAS." Hours of Screening: 11 noon, 1.30, 3, 4.30, 6, 7.30, and 9 p.m. PRICES—Stalls, 6d.; Circle, 1s.; Children half-price. Reserves, 1s. 6d. xyxy=(536,83,663,133)
casualty-list-top xyxy=(4,53,136,788)
unit-heading: WELLINGTON BATTALION. xyxy=(168,1280,246,1287)
unit-heading: FIELD ARTILLERY. xyxy=(43,967,97,974)
ad-venue: ST. ANNE'S HALL, xyxy=(342,263,464,279)
casualty-entry: Gridley, Lce.-Corpl. Albert James (No. 6/86). xyxy=(150,742,269,749)
casualty-entry: Brown, Corpl. Wilfred Ernest (No. 6/1781). Next-of-kin, Mrs. Brown, 29 Haven Street, Ashburton (mother). (Wounded, severe). xyxy=(144,924,270,945)
unit-heading: CANTERBURY BATTALION. xyxy=(30,601,110,608)
casualty-entry: Spry, Pte. Charles (No. 10/1800). Next-of-kin, Mr. S. W. Spry, Hangatiki, Fulton Glen. xyxy=(4,1391,136,1405)
casualty-entry: Ferguson, Sapper Robert Colin Roy (No. 4/130). Next-of-kin, Mrs. C. Ferguson, Petone, Auckland (mother). xyxy=(4,1242,136,1263)
news-body: The auxiliary crow Mogle arrived last evening in charge of Captain G. Dunn. She will be utilised for bringing shipments of stone from Sandy Bay for the construction of Parliament Buildings. The following is an extract from a letter written from the front by Lieutenant Ralph Boothman to his father, Mr. Ralph Boothman, and sent on to Mr. R. Gardiner. Last year there were 8,181,593 people in the United Kingdom entitled to vote, or about one-third of the male population. xyxy=(673,1074,803,1155)
casualty-entry: Bromley, Lce.-Corpl. Guy Neville (No. 11/218). Next-of-kin, Mr. W. Bromley, Warrington Road, Remuera, Auckland (father). xyxy=(144,1139,270,1160)
casualty-entry: Blythe, Pte. Andrew Jackson (No. 12/308). Next-of-kin, Mrs. J. Blythe, Goose Street, Spreydon, Christchurch. xyxy=(144,1230,270,1252)
his-majestys-fullers-ad xyxy=(811,131,946,220)
ad-sub: (Patented.) xyxy=(723,728,753,735)
article-body: Mr. W. Orr, of Platform Farm, Greytown, who went to England early in the year for the benefit of his health, returned to New Zealand a few days ago, and in the course of an interview with our Greytown correspondent gave some interesting details of what he saw on his travels. Mr. Orr went to England via America, and arrived at the Albert Docks, London, on May 22, where he hired a motor-car and went through the English counties. England, with the best dairy herds on route. He found that in no cases did the cows give a greater quantity of milk than our New Zealand herds at their best. The cheese factories he considered were some 10 years behind the country. In regard to the dietary of the people he noticed that most of them used Holsteins. In passing he noticed that Shorthorns are the mainly kept breed, and that the grass country there had been sown to pasture as the English farmers are anxious for meat. In the sale at Borders Shorthorns mostly. There is no great grain country there that had not been ploughed for ever a century. xyxy=(280,556,400,741)
unit-heading: WELLINGTON BATTALION. xyxy=(168,1057,246,1064)
ensign-body: Ensign Cameras are compact and efficient, are made of the best materials, and beautifully finished. The lens and shutters, after all, are the most important part of any camera, are of the highest possible quality. Each Camera is guaranteed to take good pictures, sold packed in a box with complete book of instructions. xyxy=(858,1404,1100,1446)
casualty-entry: Church, Chaplain Dawson M'Donald (No. 16/1221). Next-of-kin, Mr. Percival Church, 11 Grange Street, Dunedin (father). xyxy=(144,1453,270,1474)
amusements-tag: AMUSEMENTS. xyxy=(280,50,526,58)
unit-heading: CANTERBURY BATTALION. xyxy=(30,1325,110,1332)
casualty-entry: Dryden, Lieut. John Dobson (No. 14/74). Next-of-kin, Mr. R. Dryden, Remuera, Auckland (brother). (Admitted 21st General Hospital, Alexandria, October 20, enteric, severe). xyxy=(4,400,136,429)
unit-heading: SICK AND WOUNDED, RECOVERED AND LEAVING ALEXANDRIA FOR THE FRONT. xyxy=(147,589,267,604)
unit-heading: WELLINGTON MOUNTED RIFLES. xyxy=(158,1131,256,1137)
unit-heading: WELLINGTON BATTALION. xyxy=(31,130,109,137)
unit-heading: CANTERBURY MOUNTED RIFLES. xyxy=(157,627,257,634)
head-shape xyxy=(882,1240,900,1260)
unit-heading: OTAGO MOUNTED RIFLES. xyxy=(167,417,247,424)
ad-title: THE EMPRESS. THE EMPRESS. xyxy=(974,64,1090,73)
casualty-entry: Bourke, Pte. Edward Patrick (No. 12/1088). Next-of-kin, Mr. H. P. Bourke, Rawene, Hokianga (father). xyxy=(144,1253,270,1275)
casualty-entry: Harrop, Tpr. William (No. 7/85). Next-of-kin, Mr. Samuel Harrop, Kyeburn, Otago (father). (Admitted to Norwich Hospital, Hampstead, gunshot wound, compound fracture left shoulder). xyxy=(4,926,136,963)
masthead-rule xyxy=(4,44,1110,46)
tobacco-fund-ad xyxy=(673,490,803,569)
unit-heading: AUCKLAND BATTALION. xyxy=(171,1222,243,1229)
north-island-tour-ad xyxy=(954,191,1110,302)
ad-title: HIS MAJESTY'S THEATRE. xyxy=(829,133,928,142)
dress-shape xyxy=(870,1258,910,1324)
unit-heading: ADMITTED ROYAL SURREY COUNTY HOSPITAL, GUILDFORD, ENGLAND. xyxy=(153,249,261,264)
casualty-entry: Fogarty, Pte. Thos. Joseph (No. 10/2138). xyxy=(150,578,261,585)
ad-title: NORTH ISLAND TOUR xyxy=(990,194,1074,203)
amusements-tag: AMUSEMENTS. xyxy=(534,50,665,58)
unit-heading: OTAGO BATTALION. xyxy=(40,301,100,308)
ad-place: QUEEN STREET, NEWTOWN. xyxy=(362,279,444,286)
casualty-entry: Bale, Sapper Albert Edward (No. 4/73). Next-of-kin, Mr. C. H. Dale, 58 Webb Avenue Road, Wellington. xyxy=(144,1196,270,1218)
advertising-ad xyxy=(954,593,1110,622)
amusements-column-7 xyxy=(954,50,1110,1170)
neuralgia-tonic-ad xyxy=(954,548,1110,591)
casualty-entry: Castle, Pte. Sydney Jackson (No. 10/248). Next-of-kin, Mr. W. E. Castle, Kelburn, Wellington (brother). xyxy=(144,1288,270,1309)
unit-heading: AUCKLAND BATTALION. xyxy=(171,111,243,118)
unit-heading: OTAGO BATTALION. xyxy=(40,1074,100,1080)
ad-body: Direction—Fullers' Vaudeville. TO-NIGHT. N. Z. FULLERS' Specially Enlarged Company. BALANCING STEVENS. With His Trained Tables and Chairs. WILLS BROTHERS AND ROLAND. Last Night of this Programme of POLLARD AND JACKSON, THE MUSICAL LISTONS, THE TWO COLLINSES, WELLS AND ECLAIR, MR. LEONARD NELSON. 'Just a Plain Comedian.' Prices—D.C. and Ch., 2s.; Stalls, 1s. 6d.; Family Circle, 1s. Book at The Bristol. xyxy=(814,142,943,214)
masthead xyxy=(0,0,1114,44)
casualty-entry: ADMITTED 2nd SOUTHERN GENERAL HOSPITAL, BRISTOL (BRISTOL STREET SECTION)—SICK, NOT SEVERE. xyxy=(4,1356,136,1378)
ad-body: ADVERTISING your wares will greatly increase the sales by enlisting the aid of appropriate, persuasive, "Dominion" rates on application. xyxy=(956,594,1108,616)
expeditionary-forces-ad xyxy=(954,458,1110,515)
ad-body: FOR N.Z. SOLDIERS' TOBACCO FUND. A GRAND MUSICAL and ELOCUTIONARY CONCERT (the second of a series) will be given in the Concert Chamber of Town Hall, on WEDNESDAY, NOVEMBER 3rd, by the Wellington Choral Club, assisted by other leading artists. Interlude dancing by Miss Norris's clever little pupils. Admission, 1s.; all parts of House, 1s. CHAS. E. CULVERWELL, Hon. Secretary. xyxy=(675,491,801,563)
ad-body: MUSIC FOR THE MASSES. STILL ANOTHER, FROM HUNDREDS. 229 Hereford Street, Christchurch, September 29th, 1915. Dear Mr. Bishop,—Will you be so kind as to send me "Scoad Around-Stry, with Variations," the two others which I would like you to choose for me. I have worked out your first Lesson. Yours sincerely, ELMA D. DIXON. Plenty of local references. Call and see testimonials. BIRLEY'S COLLEGE OF MUSIC, Manners Street (Chambers, first floor up). xyxy=(813,562,944,641)
ad-line: (OPPOSITE EVERYBODY'S THEATRE), xyxy=(350,414,456,421)
casualty-entry: Haggitt, Gunner Allen Vernon (No. 2/1645). Next-of-kin, Mrs. Haggitt, Wychwood, Anderson's Bay, Dunedin. xyxy=(4,1418,136,1439)
ad-line: OPENS MONDAY, NOVEMBER 1st, At 9 a.m., xyxy=(315,421,491,431)
ad-body: TO-MORROW EVENING, At 8.30 p.m., The WELLINGTON PROFESSIONAL ORCHESTRA, PROFESSIONAL ORCHESTRA, PROFESSIONAL ORCHESTRA. Under MR. HERBERT BLOY, MR. HERBERT BLOY. Silver Coin Collection. H. MOORHINI, Hon. Secretary. xyxy=(675,432,801,482)
casualty-entry: Hall, Sapper Allan Douglas (No. 4/412). Next-of-kin, Mr. W. E. Hall, Brooklyn, Wellington (father). xyxy=(144,482,270,504)
died-heading: DIED FROM SICKNESS xyxy=(31,812,109,820)
unit-heading: THE SICK & WOUNDED xyxy=(36,1115,104,1122)
unit-heading: AUCKLAND MOUNTED RIFLES. xyxy=(24,723,116,730)
music-for-masses-ad xyxy=(811,561,946,647)
ad-opener: HER EXCELLENCY LADY LIVERPOOL. xyxy=(328,328,478,338)
fire-screen-ad xyxy=(673,717,803,784)
unit-heading: GENERAL REPORT. xyxy=(41,248,99,255)
amusements-column-5 xyxy=(673,50,803,1636)
casualty-entry: Glassford, Sergt. George James (No. 10/973). xyxy=(144,707,270,721)
unit-heading: ENGINEERS. xyxy=(188,54,226,60)
weather-body: Cape Maria van Diemen—N.W., breeze; barometer, 29.90; thermometer, 60; fair; sea rough. Russell—N.W., breeze; barometer, 29.97; thermometer, 60; fine; sea moderate. Manukau Heads—N.W., fresh; barometer, 29.95; thermometer, 58; cloudy; sea moderate. Auckland—N.W., breeze; barometer, 29.90; thermometer, 58; fair. Tauranga—Calm; barometer, 29.80; thermometer, 56; fair; sea smooth. East Cape—N., breeze; barometer, 29.60; thermometer, 60; fine; sea moderate. Gisborne—N., light; barometer, 29.85; thermometer, 61; overcast; sea smooth. Napier—N., light; barometer, 29.80; thermometer, 60; fair; sea smooth. Castlepoint—N.W., light; barometer, 29.77; thermometer, 58; showery; sea heavy. Wellington—N.N.W., breeze; barometer, 29.73; thermometer, 57; fair. New Plymouth—W., light; barometer, 29.81; thermometer, 59; fine. Farewell Spit—N.W., breeze; barometer, 29.76; thermometer, 58; fair; sea moderate. Cape Egmont—N.W., light; barometer, 29.77; thermometer, 56; cloudy; sea smooth. Westport—N., breeze; barometer, 29.80; thermometer, 55; fine. Greymouth—N.W., breeze; barometer, 29.75; thermometer, 53; fine. Kaikoura—N., breeze; barometer, 29.71; thermometer, 57; fine. Christchurch—N.E., light; barometer, 29.79; thermometer, 55; cloudy. Timaru—N.E., light; barometer, 29.89; thermometer, 53; fine. Oamaru—N.E., light; barometer, 29.93; thermometer, 51; fine; sea smooth. Dunedin—N.E., light; barometer, 29.98; thermometer, 50; fine. Bluff—N., light; barometer, 29.99; thermometer, 49; cloudy; sea moderate. xyxy=(673,807,803,1073)
unit-heading: DIVISIONAL TRAIN. xyxy=(42,392,98,399)
casualty-entry: Julien, Corpl. Charles E. (No. 2/768). Next-of-kin, Mr. H. C. Sutton, 49 Tevlot Street, Invercargill. (Died at Mudros of diphtheria). xyxy=(4,832,136,854)
ad-role: JEWELLER AND OPTICIAN, xyxy=(365,522,441,529)
